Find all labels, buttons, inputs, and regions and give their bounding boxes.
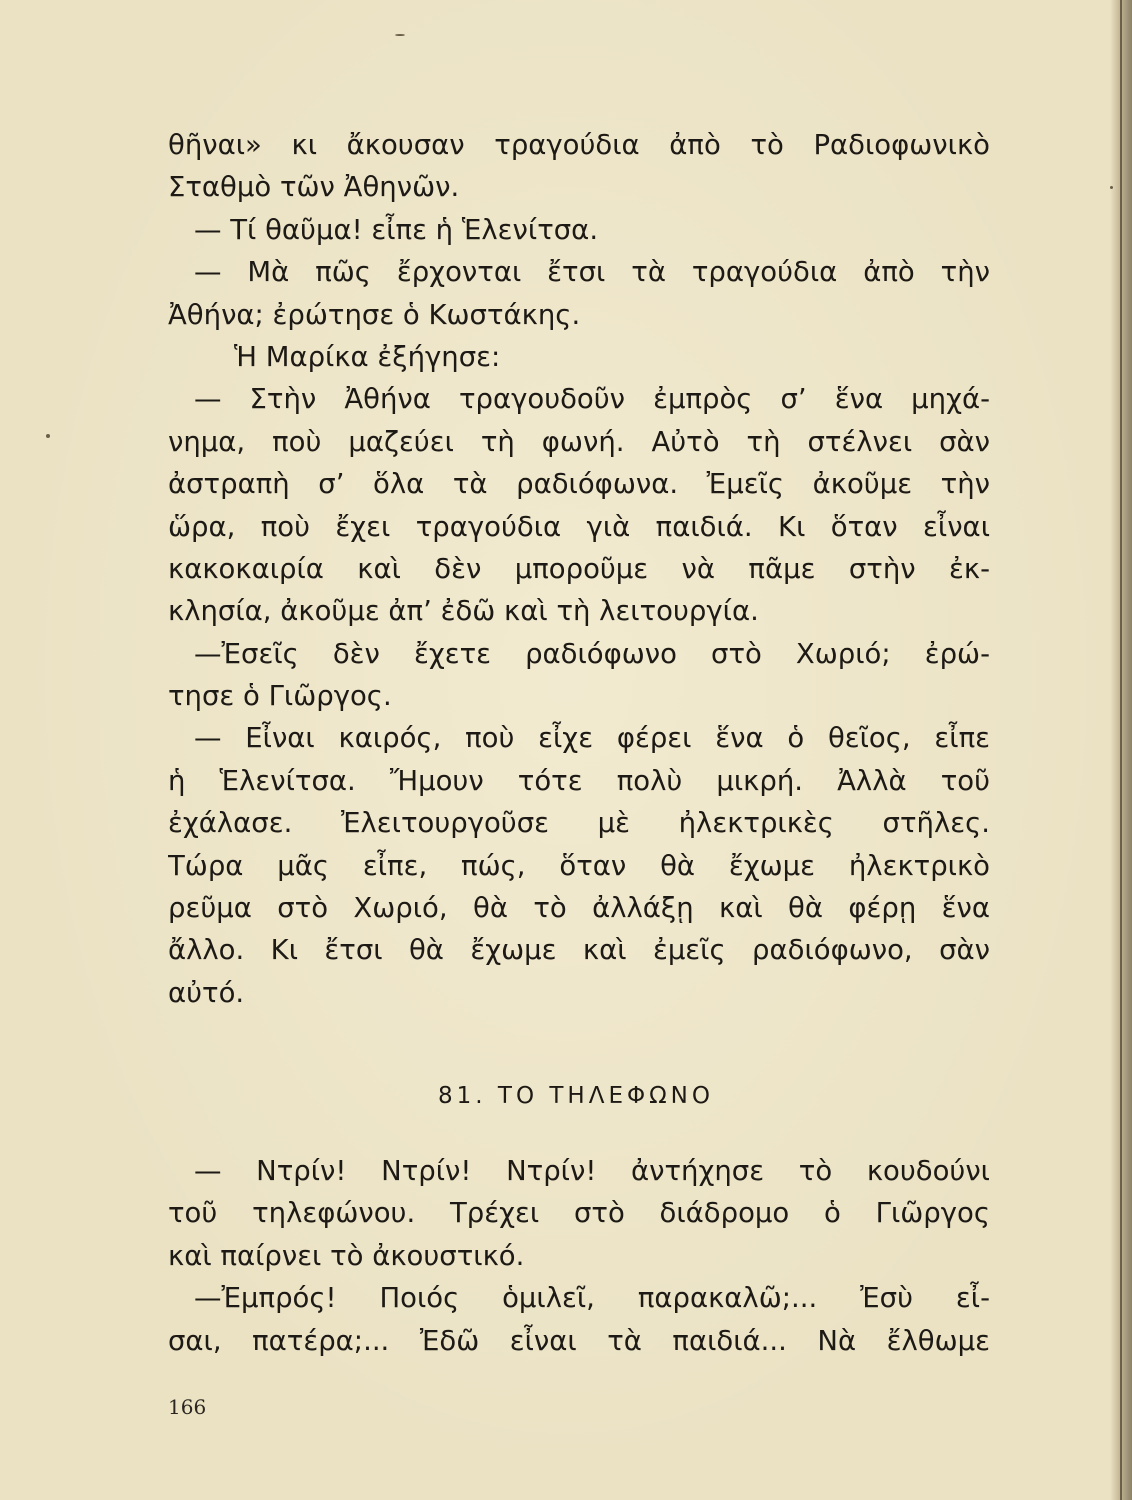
text-line: — Τί θαῦμα! εἶπε ἡ Ἑλενίτσα. bbox=[194, 213, 599, 246]
text-line: κακοκαιρία καὶ δὲν μποροῦμε νὰ πᾶμε στὴν ἐκ- bbox=[168, 552, 990, 585]
text-line: ρεῦμα στὸ Χωριό, θὰ τὸ ἀλλάξῃ καὶ θὰ φέρῃ ἕνα bbox=[168, 892, 990, 925]
text-line: θῆναι» κι ἄκουσαν τραγούδια ἀπὸ τὸ Ραδιοφωνικὸ bbox=[168, 129, 990, 161]
text-line: ὥρα, ποὺ ἔχει τραγούδια γιὰ παιδιά. Κι ὅταν εἶναι bbox=[168, 510, 990, 543]
text-line: αὐτό. bbox=[168, 976, 245, 1009]
section-heading: 81. ΤΟ ΤΗΛΕΦΩΝΟ bbox=[438, 1083, 714, 1109]
text-line: σαι, πατέρα;... Ἐδῶ εἶναι τὰ παιδιά... Νὰ ἔλθωμε bbox=[168, 1324, 990, 1357]
text-line: καὶ παίρνει τὸ ἀκουστικό. bbox=[168, 1239, 525, 1272]
text-line: —Ἐμπρός! Ποιός ὁμιλεῖ, παρακαλῶ;... Ἐσὺ εἶ- bbox=[194, 1282, 990, 1315]
text-line: Ἀθήνα; ἐρώτησε ὁ Κωστάκης. bbox=[168, 298, 581, 331]
page-edge-line bbox=[1120, 0, 1122, 1500]
text-line: ἄλλο. Κι ἔτσι θὰ ἔχωμε καὶ ἐμεῖς ραδιόφωνο, σὰν bbox=[168, 934, 990, 967]
text-line: —Ἐσεῖς δὲν ἔχετε ραδιόφωνο στὸ Χωριό; ἐρώ- bbox=[194, 637, 990, 670]
text-line: — Ντρίν! Ντρίν! Ντρίν! ἀντήχησε τὸ κουδούνι bbox=[194, 1155, 990, 1187]
text-line: — Στὴν Ἀθήνα τραγουδοῦν ἐμπρὸς σ’ ἕνα μηχά- bbox=[194, 383, 990, 416]
main-text bbox=[168, 124, 990, 1014]
section-text bbox=[168, 1150, 990, 1362]
text-line: τησε ὁ Γιῶργος. bbox=[168, 680, 392, 713]
text-line: ἐχάλασε. Ἐλειτουργοῦσε μὲ ἠλεκτρικὲς στῆλες. bbox=[168, 807, 990, 840]
text-line: Ἡ Μαρίκα ἐξήγησε: bbox=[234, 340, 501, 373]
text-line: κλησία, ἀκοῦμε ἀπ’ ἐδῶ καὶ τὴ λειτουργία. bbox=[168, 595, 759, 628]
print-speck bbox=[1110, 186, 1113, 189]
print-speck bbox=[46, 434, 50, 438]
text-line: ἡ Ἑλενίτσα. Ἤμουν τότε πολὺ μικρή. Ἀλλὰ τοῦ bbox=[168, 764, 990, 797]
text-line: Τώρα μᾶς εἶπε, πώς, ὅταν θὰ ἔχωμε ἠλεκτρικὸ bbox=[168, 849, 990, 882]
text-line: Σταθμὸ τῶν Ἀθηνῶν. bbox=[168, 171, 460, 204]
text-line: — Εἶναι καιρός, ποὺ εἶχε φέρει ἕνα ὁ θεῖος, εἶπε bbox=[194, 722, 990, 755]
text-line: ἀστραπὴ σ’ ὅλα τὰ ραδιόφωνα. Ἐμεῖς ἀκοῦμε τὴν bbox=[168, 468, 990, 501]
page-number: 166 bbox=[168, 1395, 207, 1419]
text-line: νημα, ποὺ μαζεύει τὴ φωνή. Αὐτὸ τὴ στέλνει σὰν bbox=[168, 425, 990, 458]
text-line: τοῦ τηλεφώνου. Τρέχει στὸ διάδρομο ὁ Γιῶργος bbox=[168, 1197, 990, 1230]
print-speck bbox=[395, 34, 405, 36]
text-line: — Μὰ πῶς ἔρχονται ἔτσι τὰ τραγούδια ἀπὸ τὴν bbox=[194, 256, 990, 289]
